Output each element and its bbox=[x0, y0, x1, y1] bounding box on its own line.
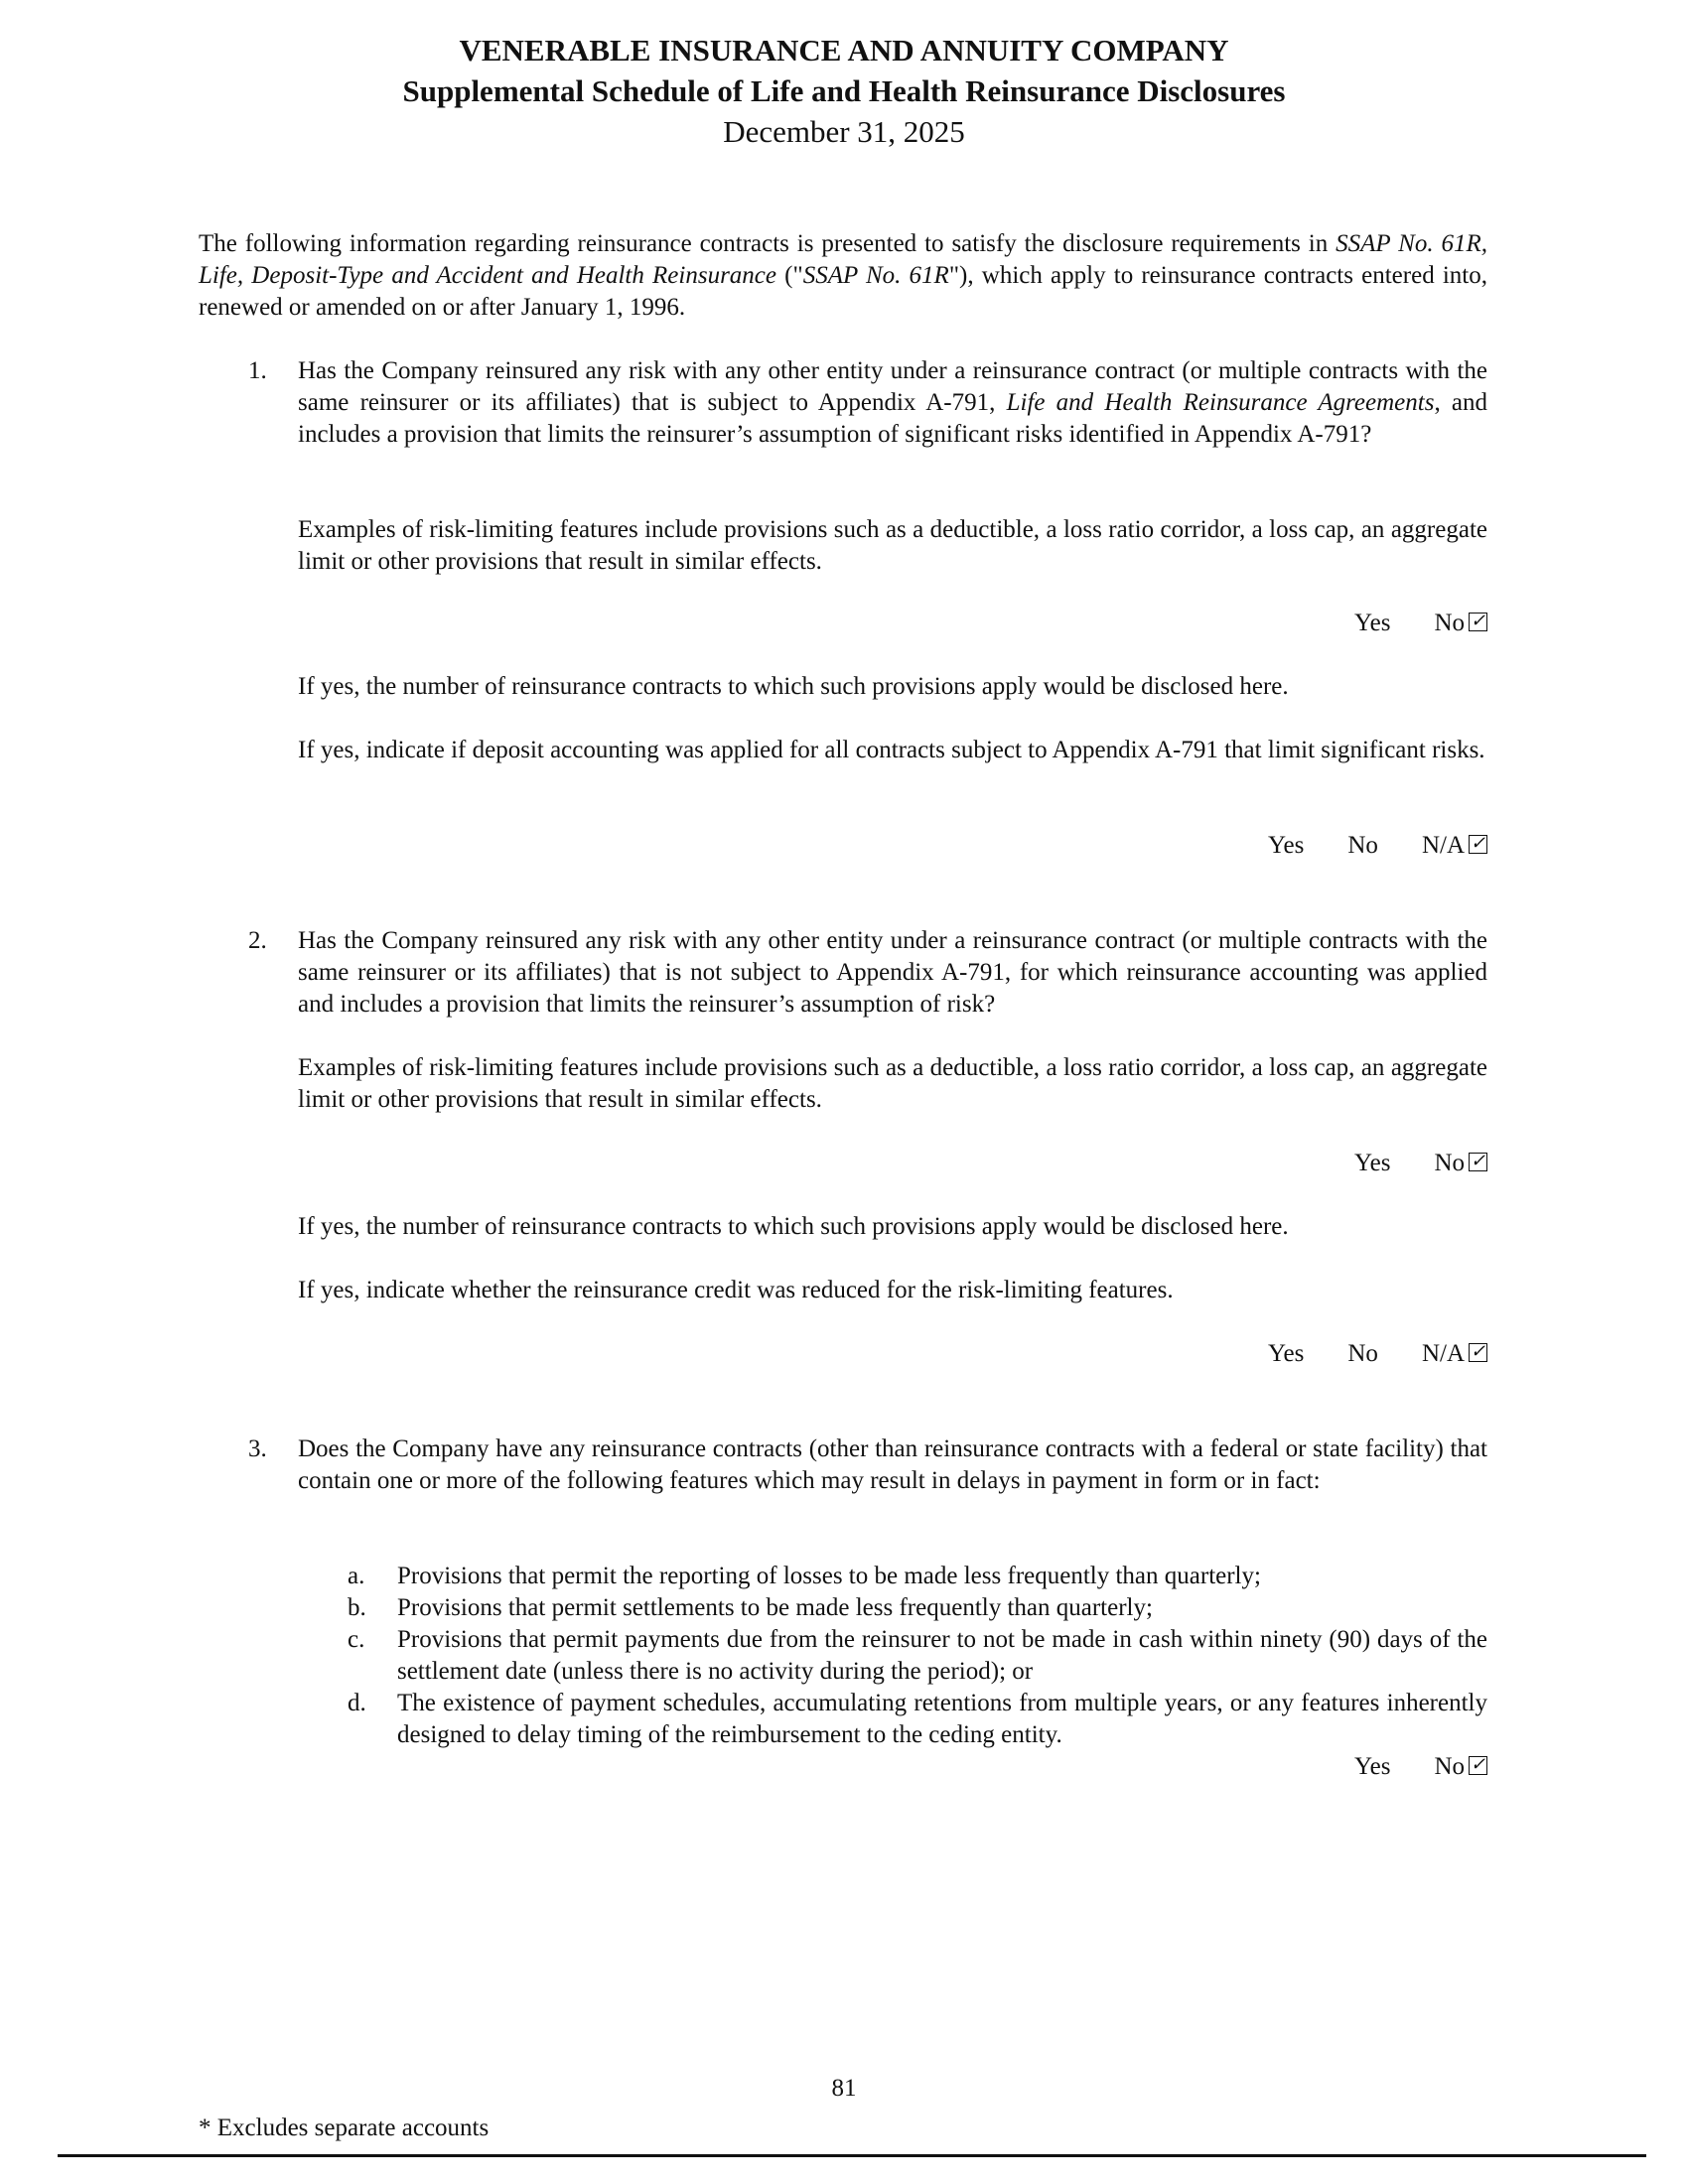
question-2-examples: Examples of risk-limiting features include provisions such as a deductible, a loss ratio corridor, a loss cap, an aggregate limit or other provisions that result in similar effects. bbox=[298, 1054, 1487, 1113]
answer-yes-option[interactable]: Yes bbox=[1354, 610, 1391, 636]
question-1-number: 1. bbox=[248, 357, 267, 384]
question-1-answer bbox=[1311, 608, 1487, 639]
schedule-title: Supplemental Schedule of Life and Health Reinsurance Disclosures bbox=[402, 73, 1286, 108]
list-item: Provisions that permit the reporting of losses to be made less frequently than quarterly; bbox=[397, 1563, 1261, 1589]
footer-divider bbox=[58, 2154, 1646, 2157]
checked-checkbox-icon[interactable] bbox=[1469, 1343, 1487, 1362]
answer-na-option[interactable]: N/A✓ bbox=[1422, 832, 1487, 859]
question-2-if-yes-credit: If yes, indicate whether the reinsurance credit was reduced for the risk-limiting features. bbox=[298, 1277, 1174, 1303]
answer-yes-option[interactable]: Yes bbox=[1267, 1340, 1305, 1367]
list-item: The existence of payment schedules, accumulating retentions from multiple years, or any features inherently designed to delay timing of the reimbursement to the ceding entity. bbox=[397, 1690, 1487, 1748]
intro-paragraph: The following information regarding reinsurance contracts is presented to satisfy the disclosure requirements in SSAP No. 61R, Life, Deposit-Type and Accident and Health Reinsurance ("SSAP No. 61R"), which apply to reinsurance contracts entered into, renewed or amended on or after January 1, 1996. bbox=[199, 230, 1488, 321]
checked-checkbox-icon[interactable] bbox=[1469, 1756, 1487, 1775]
question-2-number: 2. bbox=[248, 927, 267, 954]
answer-no-option[interactable]: No bbox=[1347, 1340, 1378, 1367]
list-item-letter: c. bbox=[348, 1626, 365, 1653]
page-number: 81 bbox=[831, 2075, 857, 2102]
checked-checkbox-icon[interactable] bbox=[1469, 1153, 1487, 1171]
checked-checkbox-icon[interactable] bbox=[1469, 613, 1487, 631]
question-2-credit-answer bbox=[1224, 1338, 1487, 1370]
question-1-if-yes-deposit: If yes, indicate if deposit accounting was applied for all contracts subject to Appendix A-791 that limit significant risks. bbox=[298, 737, 1485, 763]
answer-yes-option[interactable]: Yes bbox=[1267, 832, 1305, 859]
list-item-letter: d. bbox=[348, 1690, 366, 1716]
answer-no-option[interactable]: No✓ bbox=[1434, 1753, 1487, 1780]
question-1-examples: Examples of risk-limiting features include provisions such as a deductible, a loss ratio corridor, a loss cap, an aggregate limit or other provisions that result in similar effects. bbox=[298, 516, 1487, 575]
answer-no-option[interactable]: No✓ bbox=[1434, 1150, 1487, 1176]
document-header bbox=[0, 30, 1688, 153]
question-1-if-yes-count: If yes, the number of reinsurance contracts to which such provisions apply would be disclosed here. bbox=[298, 673, 1289, 700]
question-2-answer bbox=[1311, 1148, 1487, 1179]
answer-no-option[interactable]: No bbox=[1347, 832, 1378, 859]
list-item: Provisions that permit settlements to be made less frequently than quarterly; bbox=[397, 1594, 1153, 1621]
report-date: December 31, 2025 bbox=[723, 114, 965, 149]
question-2-if-yes-count: If yes, the number of reinsurance contracts to which such provisions apply would be disclosed here. bbox=[298, 1213, 1289, 1240]
list-item-letter: b. bbox=[348, 1594, 366, 1621]
company-name: VENERABLE INSURANCE AND ANNUITY COMPANY bbox=[459, 33, 1229, 68]
question-1-deposit-answer bbox=[1224, 830, 1487, 862]
answer-na-option[interactable]: N/A✓ bbox=[1422, 1340, 1487, 1367]
question-2-text: Has the Company reinsured any risk with any other entity under a reinsurance contract (or multiple contracts with the same reinsurer or its affiliates) that is not subject to Appendix A-791, for which reinsurance accounting was applied and includes a provision that limits the reinsurer’s assumption of risk? bbox=[298, 927, 1487, 1018]
answer-yes-option[interactable]: Yes bbox=[1354, 1150, 1391, 1176]
question-1-text: Has the Company reinsured any risk with any other entity under a reinsurance contract (or multiple contracts with the same reinsurer or its affiliates) that is subject to Appendix A-791, Life and Health Reinsurance Agreements, and includes a provision that limits the reinsurer’s assumption of significant risks identified in Appendix A-791? bbox=[298, 357, 1487, 448]
checked-checkbox-icon[interactable] bbox=[1469, 835, 1487, 854]
footnote: * Excludes separate accounts bbox=[199, 2115, 490, 2141]
list-item: Provisions that permit payments due from the reinsurer to not be made in cash within ninety (90) days of the settlement date (unless there is no activity during the period); or bbox=[397, 1626, 1487, 1685]
question-3-answer bbox=[1311, 1751, 1487, 1783]
question-3-number: 3. bbox=[248, 1435, 267, 1462]
list-item-letter: a. bbox=[348, 1563, 365, 1589]
answer-yes-option[interactable]: Yes bbox=[1354, 1753, 1391, 1780]
question-3-text: Does the Company have any reinsurance contracts (other than reinsurance contracts with a federal or state facility) that contain one or more of the following features which may result in delays in payment in form or in fact: bbox=[298, 1435, 1487, 1494]
answer-no-option[interactable]: No✓ bbox=[1434, 610, 1487, 636]
